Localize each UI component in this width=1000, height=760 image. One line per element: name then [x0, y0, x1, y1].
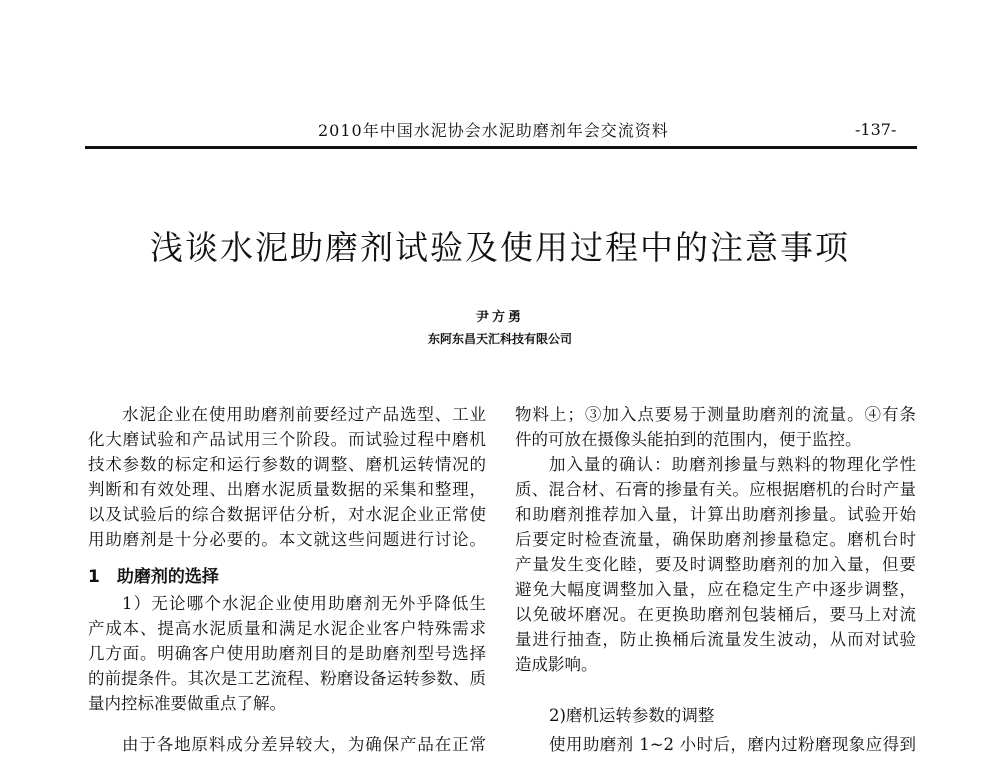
author-name: 尹方勇	[475, 310, 524, 325]
text-line: 用助磨剂是十分必要的。本文就这些问题进行讨论。	[88, 530, 486, 549]
text-line: 几方面。明确客户使用助磨剂目的是助磨剂型号选择	[88, 644, 486, 663]
article-title: 浅谈水泥助磨剂试验及使用过程中的注意事项	[150, 228, 850, 267]
text-line: 以免破坏磨况。在更换助磨剂包装桶后，要马上对流	[515, 605, 916, 624]
text-line: 以及试验后的综合数据评估分析，对水泥企业正常使	[88, 505, 486, 524]
text-line: 2)磨机运转参数的调整	[549, 706, 715, 725]
text-line: 量进行抽查，防止换桶后流量发生波动，从而对试验	[515, 630, 916, 649]
text-line: 加入量的确认：助磨剂掺量与熟料的物理化学性	[549, 455, 916, 474]
text-line: 水泥企业在使用助磨剂前要经过产品选型、工业	[122, 405, 486, 424]
text-line: 和助磨剂推荐加入量，计算出助磨剂掺量。试验开始	[515, 505, 916, 524]
text-line: 造成影响。	[515, 655, 598, 674]
text-line: 避免大幅度调整加入量，应在稳定生产中逐步调整，	[515, 580, 916, 599]
text-line: 由于各地原料成分差异较大，为确保产品在正常	[122, 735, 486, 754]
text-line: 1）无论哪个水泥企业使用助磨剂无外乎降低生	[122, 594, 486, 613]
text-line: 量内控标准要做重点了解。	[88, 694, 286, 713]
text-line: 技术参数的标定和运行参数的调整、磨机运转情况的	[88, 455, 486, 474]
text-line: 产量发生变化睦，要及时调整助磨剂的加入量，但要	[515, 555, 916, 574]
text-line: 化大磨试验和产品试用三个阶段。而试验过程中磨机	[88, 430, 486, 449]
author-affiliation: 东阿东昌天汇科技有限公司	[427, 332, 572, 346]
text-line: 产成本、提高水泥质量和满足水泥企业客户特殊需求	[88, 619, 486, 638]
section-heading: 1 助磨剂的选择	[88, 567, 219, 587]
text-line: 物料上；③加入点要易于测量助磨剂的流量。④有条	[515, 405, 916, 424]
page-number: -137-	[855, 120, 897, 139]
text-line: 后要定时检查流量，确保助磨剂掺量稳定。磨机台时	[515, 530, 916, 549]
header-divider	[85, 146, 917, 149]
text-line: 使用助磨剂 1~2 小时后，磨内过粉磨现象应得到	[549, 735, 916, 754]
text-line: 判断和有效处理、出磨水泥质量数据的采集和整理，	[88, 480, 486, 499]
text-line: 件的可放在摄像头能拍到的范围内，便于监控。	[515, 430, 862, 449]
running-header: 2010年中国水泥协会水泥助磨剂年会交流资料	[318, 121, 669, 140]
text-line: 质、混合材、石膏的掺量有关。应根据磨机的台时产量	[515, 480, 916, 499]
text-line: 的前提条件。其次是工艺流程、粉磨设备运转参数、质	[88, 669, 486, 688]
